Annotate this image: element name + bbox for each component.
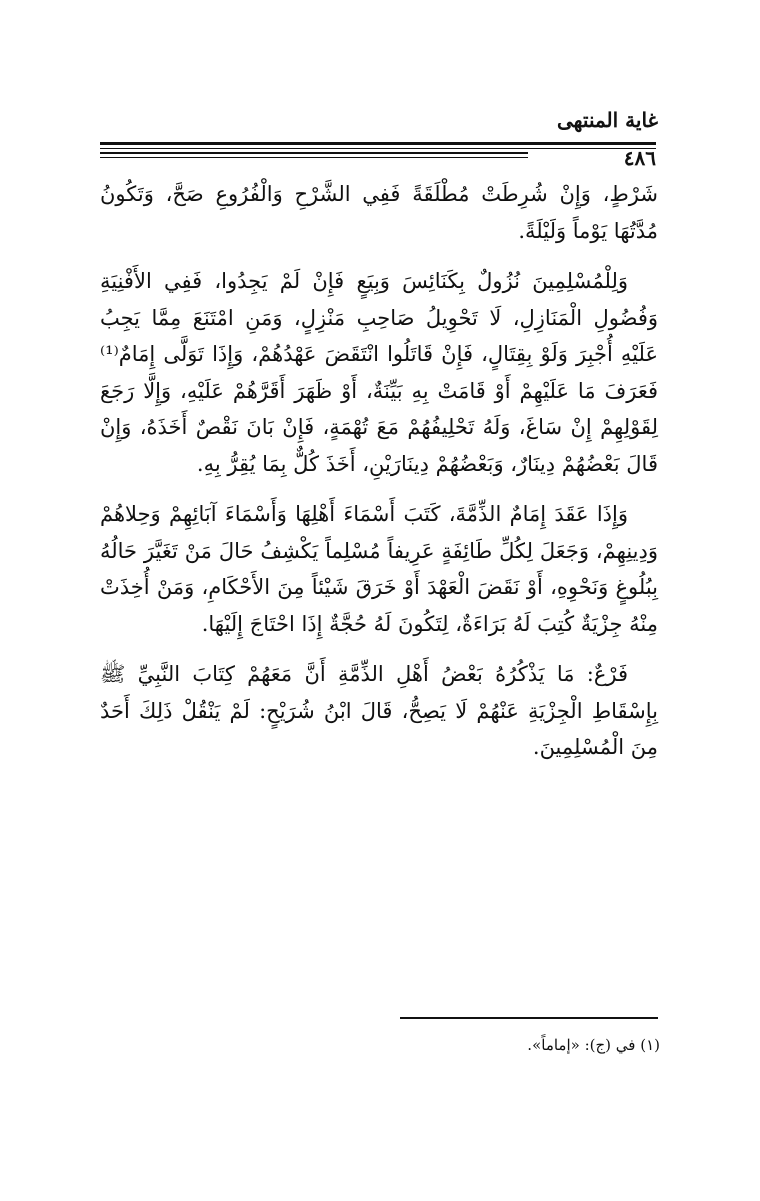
- page-number-rule-thin: [100, 157, 528, 158]
- page-number-rule-thick: [100, 152, 528, 154]
- page-number: ٤٨٦: [623, 146, 656, 170]
- running-header-title: غاية المنتهى: [557, 108, 658, 132]
- paragraph-4: فَرْعٌ: مَا يَذْكُرُهُ بَعْضُ أَهْلِ الذِّمَّةِ أَنَّ مَعَهُمْ كِتَابَ النَّبِيِّ ﷺ بِإِسْقَاطِ الْجِزْيَةِ عَنْهُمْ لَا يَصِحُّ، قَالَ ابْنُ شُرَيْحٍ: لَمْ يَنْقُلْ ذَلِكَ أَحَدٌ مِنَ الْمُسْلِمِينَ.: [100, 662, 658, 759]
- header-page-row: [100, 146, 656, 172]
- main-text: [100, 176, 658, 780]
- header-rule-thin: [100, 148, 656, 149]
- paragraph-2: وَلِلْمُسْلِمِينَ نُزُولٌ بِكَنَائِسَ وَبِيَعٍ فَإِنْ لَمْ يَجِدُوا، فَفِي الأَفْنِيَةِ وَفُضُولِ الْمَنَازِلِ، لَا تَحْوِيلُ صَاحِبِ مَنْزِلٍ، وَمَنِ امْتَنَعَ مِمَّا يَجِبُ عَلَيْهِ أُجْبِرَ وَلَوْ بِقِتَالٍ، فَإِنْ قَاتَلُوا انْتَقَضَ عَهْدُهُمْ، وَإِذَا تَوَلَّى إِمَامٌ⁽¹⁾ فَعَرَفَ مَا عَلَيْهِمْ أَوْ قَامَتْ بِهِ بَيِّنَةٌ، أَوْ ظَهَرَ أَقَرَّهُمْ عَلَيْهِ، وَإِلَّا رَجَعَ لِقَوْلِهِمْ إِنْ سَاغَ، وَلَهُ تَحْلِيفُهُمْ مَعَ تُهْمَةٍ، فَإِنْ بَانَ نَقْصٌ أَخَذَهُ، وَإِنْ قَالَ بَعْضُهُمْ دِينَارٌ، وَبَعْضُهُمْ دِينَارَيْنِ، أَخَذَ كُلٌّ بِمَا يُقِرُّ بِهِ.: [100, 269, 658, 476]
- header-rule-thick: [100, 142, 656, 145]
- footnote-separator: [400, 1017, 658, 1019]
- paragraph-1: شَرْطٍ، وَإِنْ شُرِطَتْ مُطْلَقَةً فَفِي الشَّرْحِ وَالْفُرُوعِ صَحَّ، وَتَكُونُ مُدَّتُهَا يَوْماً وَلَيْلَةً.: [100, 182, 658, 243]
- paragraph-3: وَإِذَا عَقَدَ إِمَامٌ الذِّمَّةَ، كَتَبَ أَسْمَاءَ أَهْلِهَا وَأَسْمَاءَ آبَائِهِمْ وَحِلاهُمْ وَدِينِهِمْ، وَجَعَلَ لِكُلِّ طَائِفَةٍ عَرِيفاً مُسْلِماً يَكْشِفُ حَالَ مَنْ تَغَيَّرَ حَالُهُ بِبُلُوغٍ وَنَحْوِهِ، أَوْ نَقَضَ الْعَهْدَ أَوْ خَرَقَ شَيْئاً مِنَ الأَحْكَامِ، وَمَنْ أُخِذَتْ مِنْهُ جِزْيَةٌ كُتِبَ لَهُ بَرَاءَةٌ، لِتَكُونَ لَهُ حُجَّةٌ إِذَا احْتَاجَ إِلَيْهَا.: [100, 502, 658, 636]
- footnote-1: (١) في (ج): «إماماً».: [527, 1036, 660, 1054]
